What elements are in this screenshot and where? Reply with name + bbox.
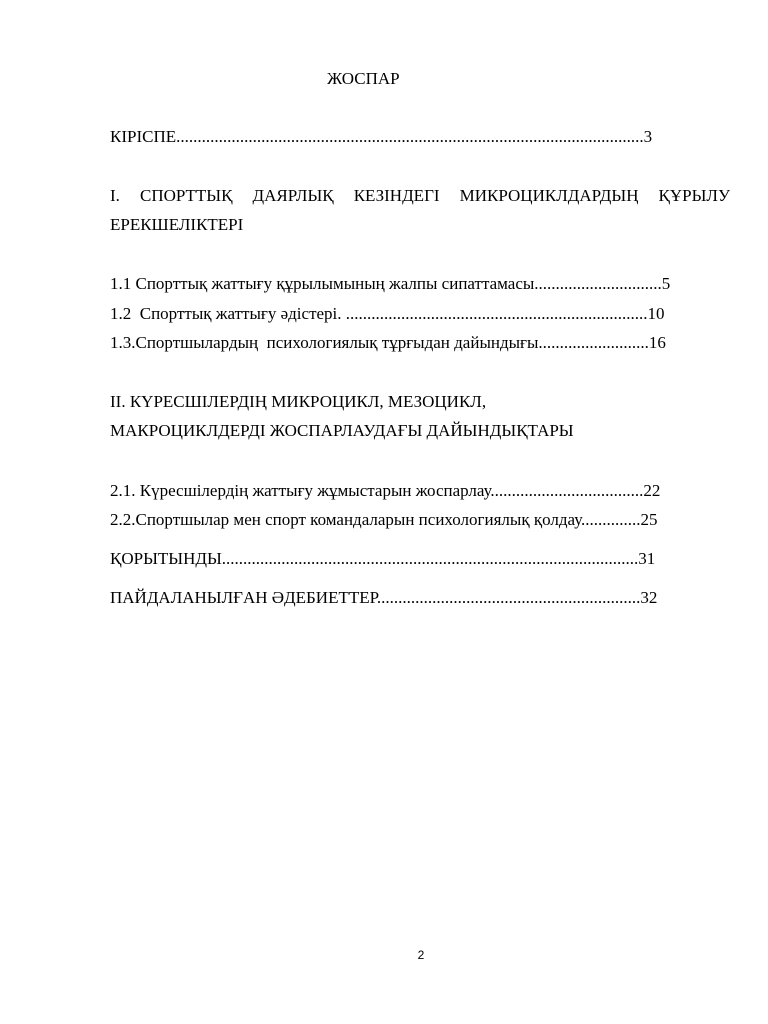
toc-entry-conclusion: ҚОРЫТЫНДЫ..................................................................................................31: [110, 549, 656, 568]
toc-entry-1-2: 1.2 Спорттық жаттығу әдістері. .......................................................................10: [110, 304, 665, 323]
section-1-word: ДАЯРЛЫҚ: [252, 186, 334, 205]
section-1-word: ҚҰРЫЛУ: [658, 186, 730, 205]
toc-entry-1-1: 1.1 Спорттық жаттығу құрылымының жалпы сипаттамасы..............................5: [110, 274, 671, 293]
toc-entry-2-1: 2.1. Күресшілердің жаттығу жұмыстарын жоспарлау....................................22: [110, 481, 661, 500]
section-2-heading: II. КҮРЕСШІЛЕРДІҢ МИКРОЦИКЛ, МЕЗОЦИКЛ,: [110, 392, 487, 411]
toc-entry-references: ПАЙДАЛАНЫЛҒАН ӘДЕБИЕТТЕР..............................................................32: [110, 588, 658, 607]
toc-entry-1-3: 1.3.Спортшылардың психологиялық тұрғыдан дайындығы..........................16: [110, 333, 666, 352]
section-1-word: КЕЗІНДЕГІ: [353, 186, 440, 205]
section-1-heading-line2: ЕРЕКШЕЛІКТЕРІ: [110, 215, 244, 234]
page-title: ЖОСПАР: [327, 69, 400, 88]
page-number: 2: [417, 948, 425, 962]
section-1-word: СПОРТТЫҚ: [139, 186, 233, 205]
toc-entry-intro: КІРІСПЕ..............................................................................................................3: [110, 127, 653, 146]
section-2-heading-line2: МАКРОЦИКЛДЕРДІ ЖОСПАРЛАУДАҒЫ ДАЙЫНДЫҚТАРЫ: [110, 421, 574, 440]
toc-entry-2-2: 2.2.Спортшылар мен спорт командаларын психологиялық қолдау..............25: [110, 510, 658, 529]
section-1-word: МИКРОЦИКЛДАРДЫҢ: [459, 186, 639, 205]
section-1-heading: [110, 186, 730, 206]
section-1-word: I.: [110, 186, 120, 205]
